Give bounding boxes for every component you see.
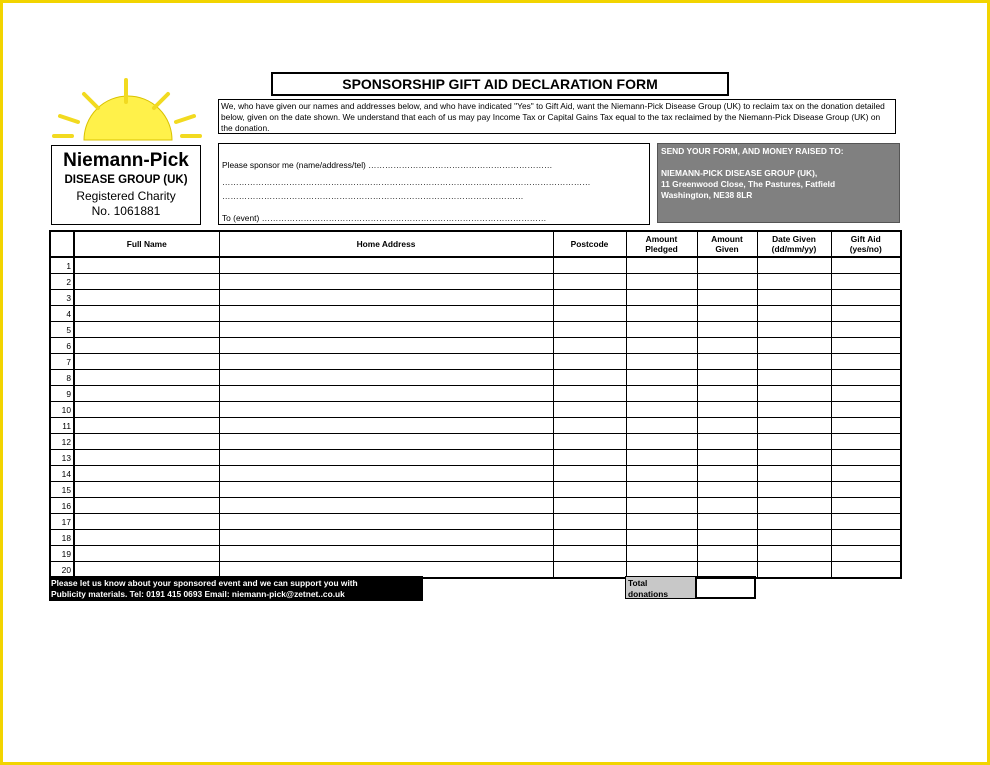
table-cell-input[interactable] [626,354,697,370]
column-header-line-2: Given [715,244,739,254]
table-cell-input[interactable] [757,370,831,386]
column-header [626,231,697,257]
row-number: 12 [50,434,74,450]
table-cell-input[interactable] [697,546,757,562]
table-cell-input[interactable] [626,498,697,514]
sun-logo-icon [52,76,202,142]
table-row [50,354,901,370]
table-cell-input[interactable] [553,498,626,514]
table-cell-input[interactable] [697,498,757,514]
row-number: 17 [50,514,74,530]
charity-group: DISEASE GROUP (UK) [64,174,188,186]
row-number: 20 [50,562,74,579]
send-address-line-3: Washington, NE38 8LR [661,190,753,200]
table-cell-input[interactable] [74,466,219,482]
send-address-box [657,143,900,223]
table-cell-input[interactable] [219,274,553,290]
table-row [50,450,901,466]
total-donations-field[interactable] [696,576,756,599]
publicity-note-line-1: Please let us know about your sponsored event and we can support you with [51,578,358,588]
table-cell-input[interactable] [626,386,697,402]
table-cell-input[interactable] [697,530,757,546]
table-cell-input[interactable] [697,482,757,498]
row-number: 1 [50,257,74,274]
table-cell-input[interactable] [697,370,757,386]
form-title: SPONSORSHIP GIFT AID DECLARATION FORM [271,72,729,96]
table-cell-input[interactable] [757,530,831,546]
table-row [50,290,901,306]
table-cell-input[interactable] [697,418,757,434]
table-cell-input[interactable] [74,290,219,306]
table-row [50,370,901,386]
table-cell-input[interactable] [697,290,757,306]
table-cell-input[interactable] [553,514,626,530]
row-number: 4 [50,306,74,322]
table-cell-input[interactable] [219,322,553,338]
table-cell-input[interactable] [553,322,626,338]
table-cell-input[interactable] [757,354,831,370]
table-row [50,546,901,562]
table-cell-input[interactable] [553,466,626,482]
table-cell-input[interactable] [697,306,757,322]
sponsor-name-line[interactable]: Please sponsor me (name/address/tel) ………………………………………………………… [222,160,553,170]
table-cell-input[interactable] [219,370,553,386]
table-cell-input[interactable] [831,274,901,290]
table-cell-input[interactable] [757,338,831,354]
total-donations-label [625,576,696,599]
table-row [50,498,901,514]
row-number: 6 [50,338,74,354]
table-cell-input[interactable] [697,466,757,482]
total-label-line-1: Total [628,578,648,588]
table-cell-input[interactable] [697,450,757,466]
table-cell-input[interactable] [697,354,757,370]
table-cell-input[interactable] [219,290,553,306]
table-cell-input[interactable] [553,562,626,579]
table-cell-input[interactable] [219,418,553,434]
table-cell-input[interactable] [626,290,697,306]
table-row [50,466,901,482]
table-cell-input[interactable] [626,466,697,482]
table-cell-input[interactable] [219,402,553,418]
table-cell-input[interactable] [74,530,219,546]
send-address-line-1: NIEMANN-PICK DISEASE GROUP (UK), [661,168,818,178]
table-cell-input[interactable] [219,530,553,546]
table-cell-input[interactable] [553,290,626,306]
table-cell-input[interactable] [757,402,831,418]
total-label-line-2: donations [628,589,669,599]
table-cell-input[interactable] [553,274,626,290]
table-cell-input[interactable] [626,370,697,386]
row-number: 10 [50,402,74,418]
table-cell-input[interactable] [553,257,626,274]
row-number: 2 [50,274,74,290]
table-cell-input[interactable] [831,562,901,579]
charity-name: Niemann-Pick [63,150,189,171]
table-cell-input[interactable] [74,514,219,530]
table-cell-input[interactable] [831,354,901,370]
table-cell-input[interactable] [626,338,697,354]
table-cell-input[interactable] [757,546,831,562]
table-row [50,482,901,498]
table-cell-input[interactable] [697,514,757,530]
table-cell-input[interactable] [219,498,553,514]
table-cell-input[interactable] [757,257,831,274]
table-cell-input[interactable] [626,257,697,274]
column-header [219,231,553,257]
column-header-line-2: Pledged [645,244,678,254]
table-cell-input[interactable] [626,418,697,434]
column-header [831,231,901,257]
table-cell-input[interactable] [831,466,901,482]
table-cell-input[interactable] [74,338,219,354]
table-cell-input[interactable] [74,306,219,322]
table-cell-input[interactable] [219,306,553,322]
table-cell-input[interactable] [553,338,626,354]
table-cell-input[interactable] [831,498,901,514]
row-number: 7 [50,354,74,370]
row-number: 11 [50,418,74,434]
declaration-text: We, who have given our names and addresses below, and who have indicated "Yes" to Gift Aid, want the Niemann-Pick Disease Group (UK) to reclaim tax on the donation detailed below, given on the date shown. We understand that each of us may pay Income Tax or Capital Gains Tax equal to the tax reclaimed by the Niemann-Pick Disease Group (UK) on the donation. [218,99,896,134]
table-cell-input[interactable] [626,306,697,322]
table-cell-input[interactable] [553,546,626,562]
table-row [50,306,901,322]
row-number: 3 [50,290,74,306]
table-cell-input[interactable] [831,338,901,354]
table-row [50,338,901,354]
table-cell-input[interactable] [74,434,219,450]
table-cell-input[interactable] [219,354,553,370]
table-cell-input[interactable] [697,257,757,274]
table-row [50,402,901,418]
table-cell-input[interactable] [831,434,901,450]
table-cell-input[interactable] [219,546,553,562]
column-header-line-1: Full Name [126,239,167,249]
row-number: 8 [50,370,74,386]
table-cell-input[interactable] [697,274,757,290]
table-row [50,434,901,450]
table-cell-input[interactable] [831,482,901,498]
table-row [50,322,901,338]
table-cell-input[interactable] [831,370,901,386]
send-address-line-2: 11 Greenwood Close, The Pastures, Fatfield [661,179,836,189]
table-row [50,257,901,274]
row-number: 9 [50,386,74,402]
table-cell-input[interactable] [626,322,697,338]
table-cell-input[interactable] [831,386,901,402]
table-cell-input[interactable] [757,434,831,450]
column-header-line-1: Gift Aid [850,234,881,244]
column-header-line-2: (yes/no) [849,244,882,254]
table-cell-input[interactable] [626,450,697,466]
table-cell-input[interactable] [831,402,901,418]
table-cell-input[interactable] [697,322,757,338]
row-number: 18 [50,530,74,546]
table-cell-input[interactable] [831,290,901,306]
column-header-line-1: Amount [645,234,678,244]
table-cell-input[interactable] [831,450,901,466]
table-cell-input[interactable] [831,257,901,274]
table-cell-input[interactable] [219,482,553,498]
charity-number: No. 1061881 [91,204,161,218]
table-row [50,514,901,530]
table-header-row [50,231,901,257]
table-cell-input[interactable] [74,482,219,498]
table-cell-input[interactable] [757,498,831,514]
table-cell-input[interactable] [219,434,553,450]
table-row [50,274,901,290]
send-heading: SEND YOUR FORM, AND MONEY RAISED TO: [661,146,844,156]
table-cell-input[interactable] [74,450,219,466]
table-cell-input[interactable] [74,354,219,370]
table-cell-input[interactable] [219,338,553,354]
table-cell-input[interactable] [219,257,553,274]
charity-registered: Registered Charity [76,189,176,203]
column-header [757,231,831,257]
table-cell-input[interactable] [757,466,831,482]
table-cell-input[interactable] [757,274,831,290]
row-number: 13 [50,450,74,466]
table-cell-input[interactable] [553,386,626,402]
table-cell-input[interactable] [831,546,901,562]
table-cell-input[interactable] [697,386,757,402]
table-cell-input[interactable] [697,402,757,418]
table-cell-input[interactable] [757,322,831,338]
sponsor-address-line-2[interactable]: ……………………………………………………………………………………………… [222,191,524,201]
row-number: 15 [50,482,74,498]
table-cell-input[interactable] [74,546,219,562]
table-cell-input[interactable] [757,418,831,434]
table-cell-input[interactable] [553,354,626,370]
column-header-line-1: Amount [711,234,743,244]
row-number: 19 [50,546,74,562]
column-header-line-1: Postcode [570,239,609,249]
column-header-line-1: Date Given [772,234,816,244]
table-cell-input[interactable] [697,434,757,450]
table-cell-input[interactable] [757,562,831,579]
column-header-line-2: (dd/mm/yy) [771,244,817,254]
table-cell-input[interactable] [553,450,626,466]
table-cell-input[interactable] [219,386,553,402]
table-cell-input[interactable] [553,434,626,450]
table-cell-input[interactable] [626,546,697,562]
table-cell-input[interactable] [74,386,219,402]
charity-logo-box [51,145,201,225]
row-number-header [50,231,74,257]
table-cell-input[interactable] [553,402,626,418]
table-cell-input[interactable] [553,306,626,322]
table-row [50,418,901,434]
table-cell-input[interactable] [626,274,697,290]
table-cell-input[interactable] [757,450,831,466]
table-cell-input[interactable] [831,514,901,530]
publicity-note-line-2: Publicity materials. Tel: 0191 415 0693 Email: niemann-pick@zetnet..co.uk [51,588,345,599]
table-cell-input[interactable] [74,402,219,418]
row-number: 14 [50,466,74,482]
row-number: 5 [50,322,74,338]
table-cell-input[interactable] [219,514,553,530]
table-cell-input[interactable] [553,418,626,434]
table-row [50,386,901,402]
table-cell-input[interactable] [626,514,697,530]
publicity-note [49,576,423,601]
table-cell-input[interactable] [831,530,901,546]
table-cell-input[interactable] [219,466,553,482]
table-cell-input[interactable] [757,482,831,498]
table-cell-input[interactable] [757,386,831,402]
donations-table [49,230,902,579]
sponsor-details-box[interactable] [218,143,650,225]
table-cell-input[interactable] [626,530,697,546]
table-cell-input[interactable] [831,322,901,338]
table-row [50,530,901,546]
table-cell-input[interactable] [626,402,697,418]
table-cell-input[interactable] [74,418,219,434]
table-cell-input[interactable] [831,306,901,322]
column-header [74,231,219,257]
column-header [697,231,757,257]
table-cell-input[interactable] [757,514,831,530]
table-cell-input[interactable] [626,482,697,498]
table-cell-input[interactable] [74,322,219,338]
table-cell-input[interactable] [74,498,219,514]
table-cell-input[interactable] [553,530,626,546]
table-cell-input[interactable] [74,274,219,290]
table-cell-input[interactable] [757,306,831,322]
column-header-line-1: Home Address [356,239,416,249]
table-cell-input[interactable] [553,482,626,498]
table-cell-input[interactable] [553,370,626,386]
table-cell-input[interactable] [757,290,831,306]
table-cell-input[interactable] [74,370,219,386]
row-number: 16 [50,498,74,514]
sponsor-event-line[interactable]: To (event) ………………………………………………………………………………………… [222,213,547,223]
sponsor-address-line-1[interactable]: …………………………………………………………………………………………………………………… [222,177,591,187]
table-cell-input[interactable] [626,434,697,450]
table-cell-input[interactable] [219,450,553,466]
table-cell-input[interactable] [74,257,219,274]
column-header [553,231,626,257]
table-cell-input[interactable] [697,338,757,354]
table-cell-input[interactable] [831,418,901,434]
